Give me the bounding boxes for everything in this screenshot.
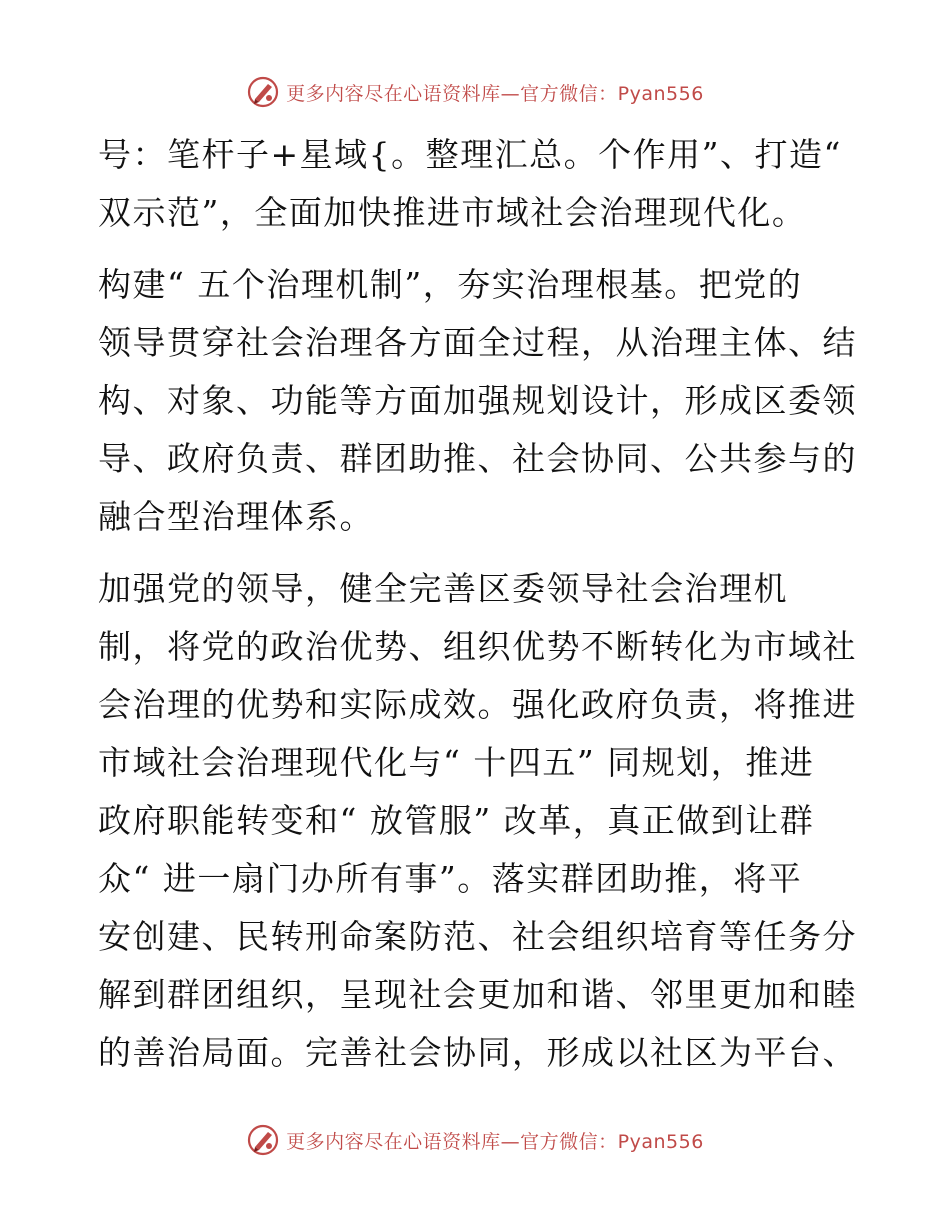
text-line: 政府职能转变和“ 放管服” 改革，真正做到让群 <box>98 801 815 840</box>
watermark-group <box>246 1123 704 1157</box>
text-line: 制，将党的政治优势、组织优势不断转化为市域社 <box>98 627 857 666</box>
pen-logo-icon <box>246 1123 280 1157</box>
watermark-group <box>246 75 704 109</box>
document-body <box>98 126 858 1082</box>
footer-watermark <box>0 1118 950 1162</box>
text-line: 加强党的领导，健全完善区委领导社会治理机 <box>98 569 788 608</box>
paragraph-3 <box>98 560 858 1082</box>
text-line: 的善治局面。完善社会协同，形成以社区为平台、 <box>98 1033 857 1072</box>
text-line: 安创建、民转刑命案防范、社会组织培育等任务分 <box>98 917 857 956</box>
text-line: 号：笔杆子+星域{。整理汇总。个作用”、打造“ <box>98 135 842 174</box>
text-line: 众“ 进一扇门办所有事”。落实群团助推，将平 <box>98 859 803 898</box>
paragraph-1 <box>98 126 858 242</box>
pen-logo-icon <box>246 75 280 109</box>
text-line: 市域社会治理现代化与“ 十四五” 同规划，推进 <box>98 743 815 782</box>
text-line: 解到群团组织，呈现社会更加和谐、邻里更加和睦 <box>98 975 857 1014</box>
text-line: 双示范”，全面加快推进市域社会治理现代化。 <box>98 193 807 232</box>
text-line: 构、对象、功能等方面加强规划设计，形成区委领 <box>98 381 857 420</box>
text-line: 导、政府负责、群团助推、社会协同、公共参与的 <box>98 439 857 478</box>
header-watermark <box>0 70 950 114</box>
text-line: 构建“ 五个治理机制”，夯实治理根基。把党的 <box>98 265 803 304</box>
text-line: 融合型治理体系。 <box>98 497 374 536</box>
paragraph-2 <box>98 256 858 546</box>
watermark-text: 更多内容尽在心语资料库—官方微信：Pyan556 <box>286 82 704 105</box>
text-line: 领导贯穿社会治理各方面全过程，从治理主体、结 <box>98 323 857 362</box>
text-line: 会治理的优势和实际成效。强化政府负责，将推进 <box>98 685 857 724</box>
watermark-text: 更多内容尽在心语资料库—官方微信：Pyan556 <box>286 1130 704 1153</box>
